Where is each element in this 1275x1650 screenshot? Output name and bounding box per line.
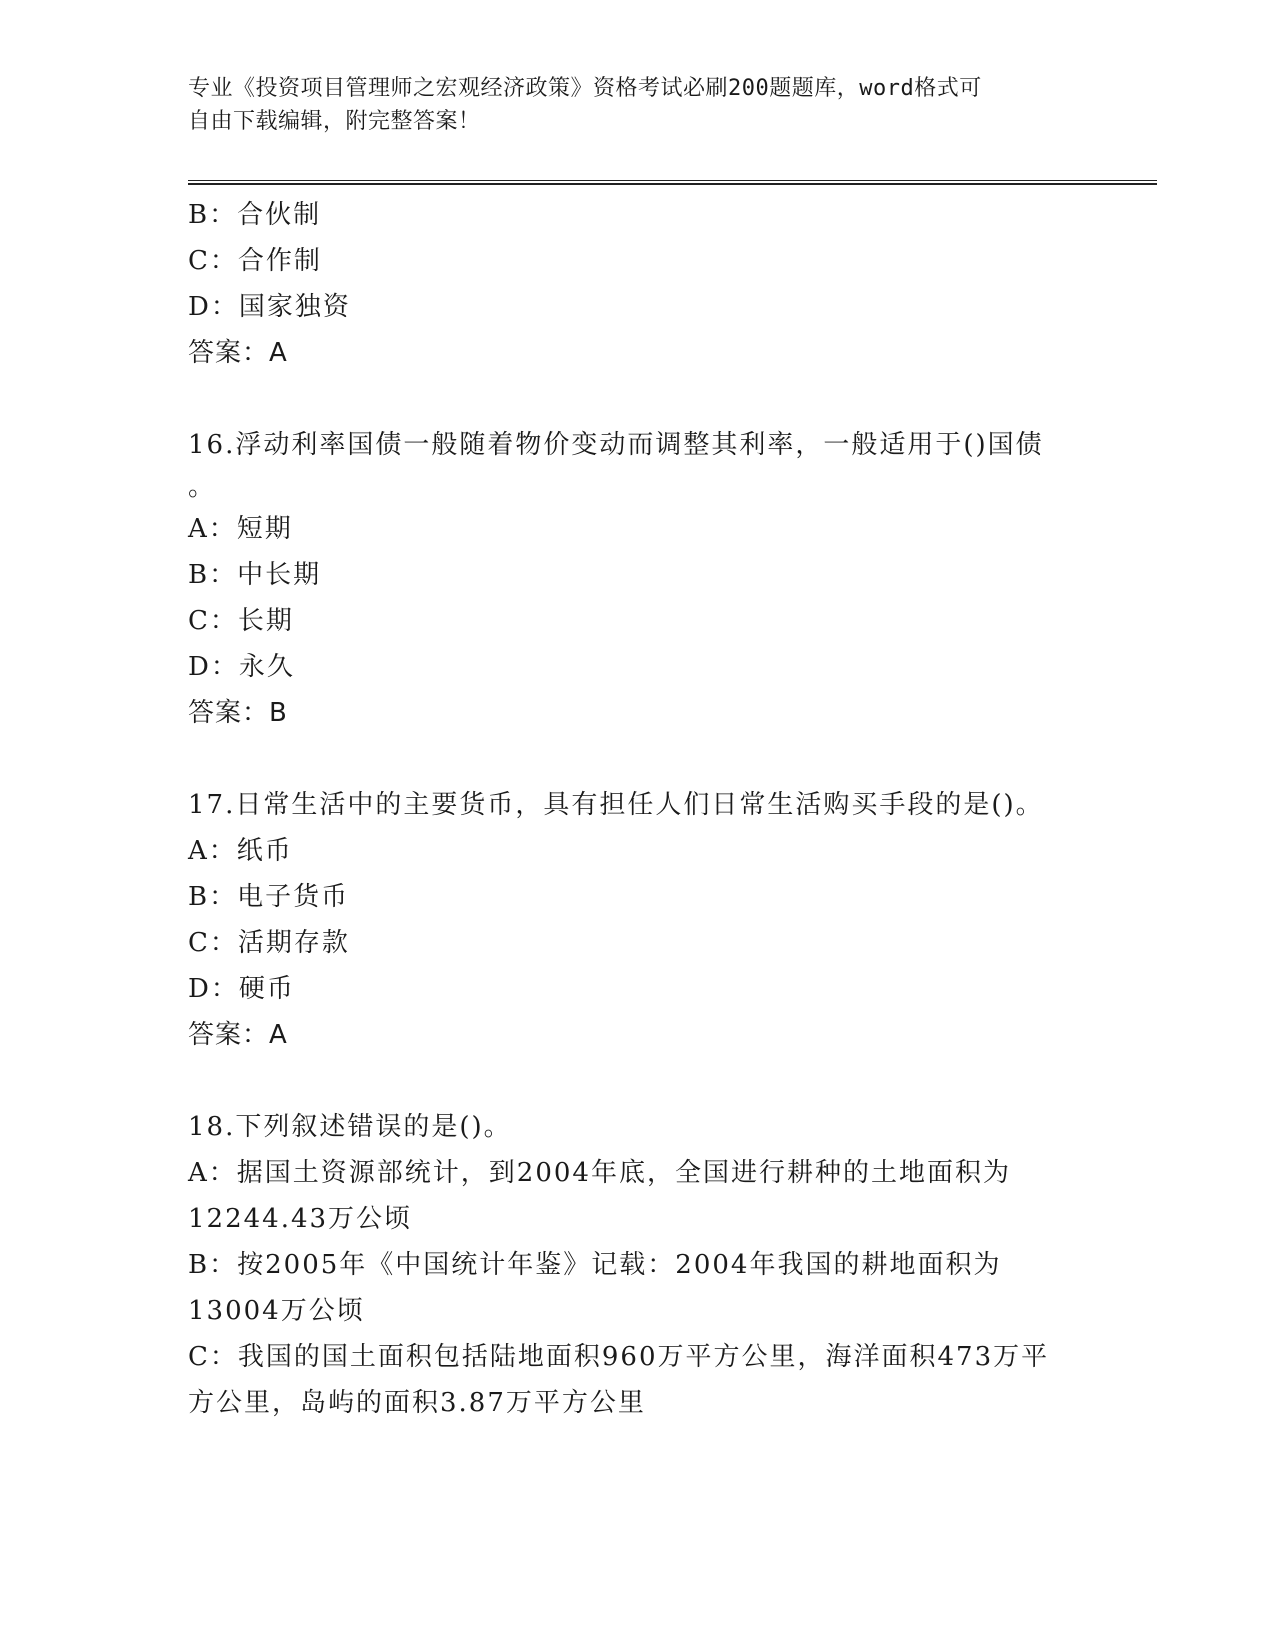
option-b-continued: 13004万公顷 [188, 1296, 365, 1326]
header-divider-thin [188, 180, 1157, 181]
option-d: D：硬币 [188, 974, 295, 1004]
header-line-2: 自由下载编辑，附完整答案！ [188, 109, 481, 134]
option-c: C：活期存款 [188, 928, 350, 958]
question-stem: 18.下列叙述错误的是()。 [188, 1112, 512, 1142]
question-17 [188, 782, 1088, 1058]
option-a: A：据国土资源部统计，到2004年底，全国进行耕种的土地面积为 [188, 1158, 1011, 1188]
header-line-1: 专业《投资项目管理师之宏观经济政策》资格考试必刷200题题库，word格式可 [188, 76, 982, 101]
option-b: B：合伙制 [188, 200, 322, 230]
option-b: B：电子货币 [188, 882, 350, 912]
question-18 [188, 1104, 1088, 1426]
option-c: C：我国的国土面积包括陆地面积960万平方公里，海洋面积473万平 [188, 1342, 1050, 1372]
option-c: C：合作制 [188, 246, 322, 276]
header-divider-thick [188, 183, 1157, 185]
answer: 答案：A [188, 1020, 288, 1050]
document-header [188, 72, 1068, 138]
answer: 答案：B [188, 698, 288, 728]
question-stem: 16.浮动利率国债一般随着物价变动而调整其利率，一般适用于()国债 [188, 430, 1044, 460]
option-a: A：纸币 [188, 836, 293, 866]
question-stem: 17.日常生活中的主要货币，具有担任人们日常生活购买手段的是()。 [188, 790, 1044, 820]
option-d: D：国家独资 [188, 292, 351, 322]
option-b: B：按2005年《中国统计年鉴》记载：2004年我国的耕地面积为 [188, 1250, 1002, 1280]
answer: 答案：A [188, 338, 288, 368]
option-a-continued: 12244.43万公顷 [188, 1204, 413, 1234]
question-stem-continued: 。 [188, 472, 217, 502]
option-c: C：长期 [188, 606, 294, 636]
question-list [188, 192, 1088, 1426]
option-c-continued: 方公里，岛屿的面积3.87万平方公里 [188, 1388, 646, 1418]
option-b: B：中长期 [188, 560, 322, 590]
option-a: A：短期 [188, 514, 293, 544]
option-d: D：永久 [188, 652, 295, 682]
question-16 [188, 422, 1088, 736]
question-15-tail [188, 192, 1088, 376]
